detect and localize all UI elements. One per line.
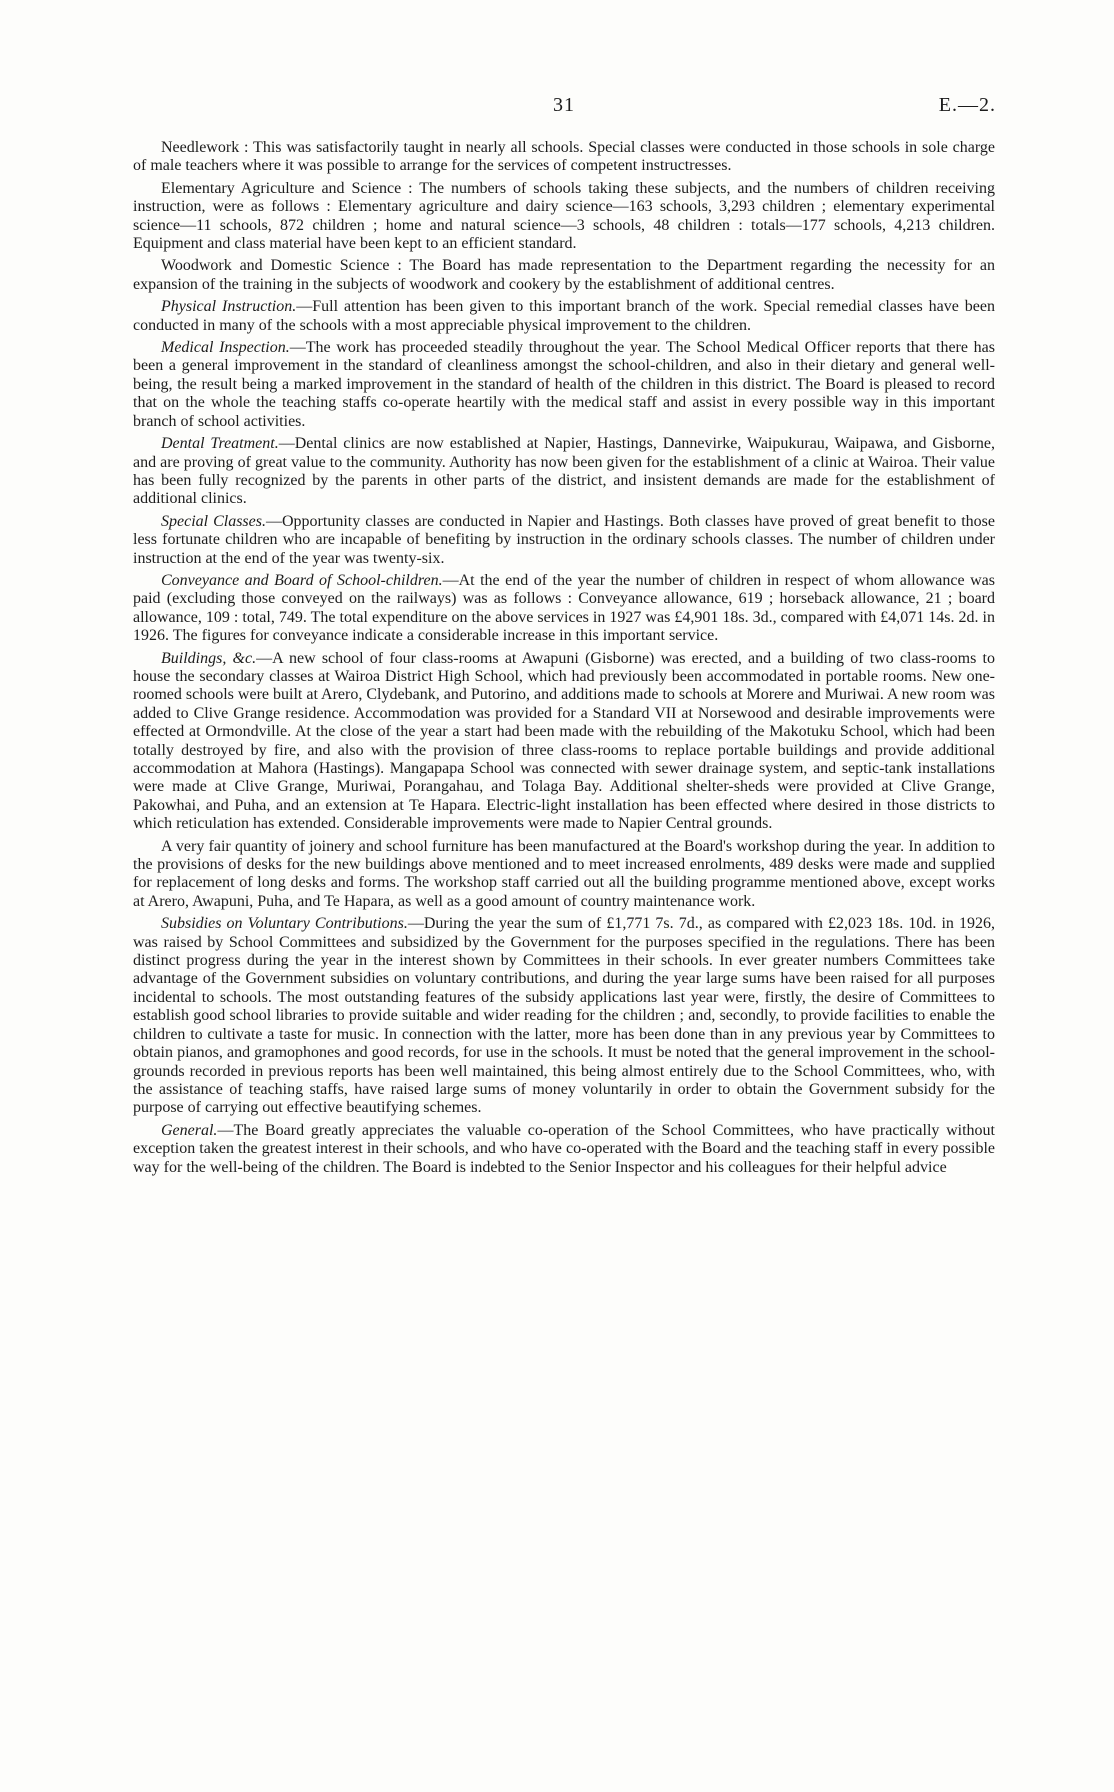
- paragraph-heading: Special Classes.: [161, 512, 266, 530]
- paragraph-subsidies: [133, 915, 995, 1117]
- paragraph-heading: Medical Inspection.: [161, 339, 290, 357]
- paragraph-heading: Subsidies on Voluntary Contributions.: [161, 915, 408, 933]
- paragraph-medical-inspection: [133, 339, 995, 431]
- paragraph-text: —Full attention has been given to this important branch of the work. Special remedial classes have been conducted in many of the schools with a most appreciable physical improvement to the children.: [133, 298, 996, 334]
- paragraph-text: Needlework : This was satisfactorily taught in nearly all schools. Special classes were conducted in those schools in sole charge of male teachers where it was possible to arrange for the services of competent instructresses.: [133, 139, 995, 175]
- page-header: [132, 94, 996, 124]
- paragraph-heading: General.: [161, 1121, 218, 1139]
- paragraph-heading: Buildings, &c.: [161, 649, 257, 667]
- paragraph-general: [133, 1122, 995, 1177]
- paragraph-needlework: [133, 139, 995, 176]
- paragraph-heading: Dental Treatment.: [161, 435, 279, 453]
- page-number: 31: [553, 94, 575, 116]
- paragraph-text: —At the end of the year the number of children in respect of whom allowance was paid (excluding those conveyed on the railways) was as follows : Conveyance allowance, 619 ; horseback allowance, 21 ; board allowance, 109 : total, 749. The total expenditure on the above services in 1927 was £4,901 18s. 3d., compared with £4,071 14s. 2d. in 1926. The figures for conveyance indicate a considerable increase in this important service.: [133, 571, 995, 645]
- paragraph-woodwork: [133, 257, 995, 294]
- paragraph-text: —During the year the sum of £1,771 7s. 7d., as compared with £2,023 18s. 10d. in 1926, was raised by School Committees and subsidized by the Government for the purposes specified in the regulations. There has been distinct progress during the year in the interest shown by Committees in their schools. In ever greater numbers Committees take advantage of the Government subsidies on voluntary contributions, and during the year large sums have been raised for all purposes incidental to schools. The most outstanding features of the subsidy applications last year were, firstly, the desire of Committees to establish good school libraries to provide suitable and wider reading for the children ; and, secondly, to provide facilities to enable the children to cultivate a taste for music. In connection with the latter, more has been done than in any previous year by Committees to obtain pianos, and gramophones and good records, for use in the schools. It must be noted that the general improvement in the school-grounds recorded in previous reports has been well maintained, this being almost entirely due to the School Committees, who, with the assistance of teaching staffs, have raised large sums of money voluntarily in order to obtain the Government subsidy for the purpose of carrying out effective beautifying schemes.: [133, 915, 995, 1117]
- body-text: [133, 139, 995, 1181]
- paragraph-conveyance: [133, 572, 995, 646]
- paragraph-joinery: [133, 838, 995, 912]
- paragraph-text: —The Board greatly appreciates the valuable co-operation of the School Committees, who have practically without exception taken the greatest interest in their schools, and who have co-operated with the Board and the teaching staff in every possible way for the well-being of the children. The Board is indebted to the Senior Inspector and his colleagues for their helpful advice: [133, 1121, 995, 1176]
- paragraph-text: —The work has proceeded steadily throughout the year. The School Medical Officer reports that there has been a general improvement in the standard of cleanliness amongst the school-children, and also in their dietary and general well-being, the result being a marked improvement in the standard of health of the children in this district. The Board is pleased to record that on the whole the teaching staffs co-operate heartily with the medical staff and assist in every possible way in this important branch of school activities.: [133, 339, 995, 430]
- paragraph-special-classes: [133, 513, 995, 568]
- paragraph-heading: Physical Instruction.: [161, 298, 297, 316]
- paragraph-text: Woodwork and Domestic Science : The Board has made representation to the Department regarding the necessity for an expansion of the training in the subjects of woodwork and cookery by the establishment of additional centres.: [133, 257, 995, 293]
- paragraph-text: —Dental clinics are now established at Napier, Hastings, Dannevirke, Waipukurau, Waipawa, and Gisborne, and are proving of great value to the community. Authority has now been given for the establishment of a clinic at Wairoa. Their value has been fully recognized by the parents in other parts of the district, and insistent demands are made for the establishment of additional clinics.: [133, 435, 996, 508]
- document-reference: E.—2.: [938, 94, 996, 116]
- paragraph-text: —A new school of four class-rooms at Awapuni (Gisborne) was erected, and a building of two class-rooms to house the secondary classes at Wairoa District High School, which had previously been accommodated in portable rooms. New one-roomed schools were built at Arero, Clydebank, and Putorino, and additions made to schools at Morere and Muriwai. A new room was added to Clive Grange residence. Accommodation was provided for a Standard VII at Norsewood and desirable improvements were effected at Ormondville. At the close of the year a start had been made with the rebuilding of the Makotuku School, which had been totally destroyed by fire, and also with the provision of three class-rooms to replace portable buildings and provide additional accommodation at Mahora (Hastings). Mangapapa School was connected with sewer drainage system, and septic-tank installations were made at Clive Grange, Muriwai, Porangahau, and Tolaga Bay. Additional shelter-sheds were provided at Clive Grange, Pakowhai, and Puha, and an extension at Te Hapara. Electric-light installation has been effected where desired in those districts to which reticulation has extended. Considerable improvements were made to Napier Central grounds.: [133, 649, 996, 833]
- paragraph-text: A very fair quantity of joinery and school furniture has been manufactured at the Board's workshop during the year. In addition to the provisions of desks for the new buildings above mentioned and to meet increased enrolments, 489 desks were made and supplied for replacement of long desks and forms. The workshop staff carried out all the building programme mentioned above, except works at Arero, Awapuni, Puha, and Te Hapara, as well as a good amount of country maintenance work.: [133, 837, 995, 910]
- paragraph-text: —Opportunity classes are conducted in Napier and Hastings. Both classes have proved of great benefit to those less fortunate children who are incapable of benefiting by instruction in the ordinary schools classes. The number of children under instruction at the end of the year was twenty-six.: [133, 512, 995, 567]
- paragraph-elementary-agriculture: [133, 180, 995, 254]
- paragraph-dental-treatment: [133, 435, 995, 509]
- paragraph-physical-instruction: [133, 298, 995, 335]
- paragraph-buildings: [133, 650, 995, 834]
- paragraph-heading: Conveyance and Board of School-children.: [161, 571, 443, 589]
- paragraph-text: Elementary Agriculture and Science : The numbers of schools taking these subjects, and the numbers of children receiving instruction, were as follows : Elementary agriculture and dairy science—163 schools, 3,293 children ; elementary experimental science—11 schools, 872 children ; home and natural science—3 schools, 48 children : totals—177 schools, 4,213 children. Equipment and class material have been kept to an efficient standard.: [133, 179, 995, 253]
